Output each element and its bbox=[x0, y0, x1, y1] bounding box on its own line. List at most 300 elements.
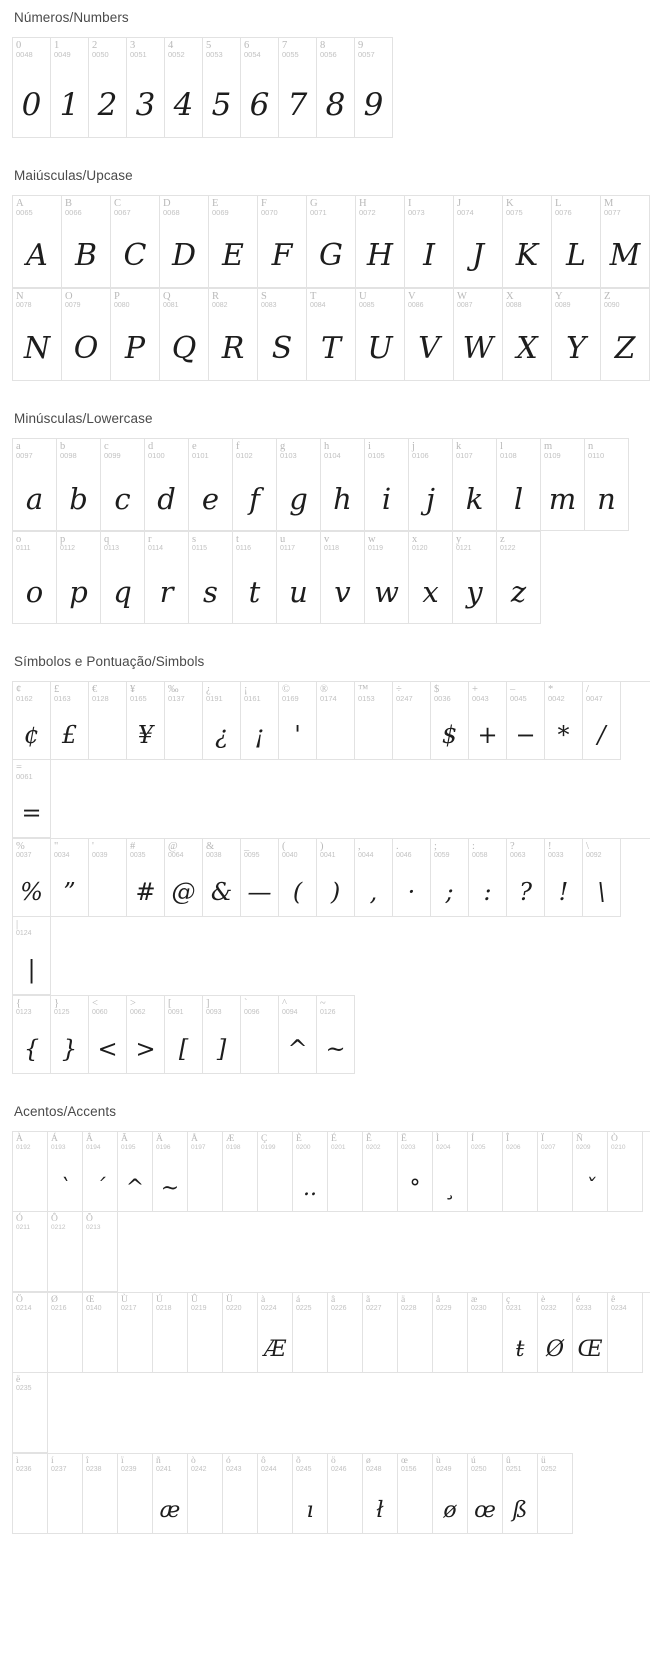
glyph-cell[interactable] bbox=[433, 1454, 468, 1534]
glyph-grid-row bbox=[12, 995, 355, 1074]
glyph-cell[interactable] bbox=[101, 532, 145, 624]
glyph-sample: U bbox=[367, 331, 393, 366]
glyph-code-label: 0079 bbox=[65, 302, 81, 309]
glyph-sample: x bbox=[422, 575, 439, 609]
glyph-char-label: d bbox=[148, 441, 154, 452]
glyph-cell[interactable] bbox=[83, 1293, 118, 1373]
glyph-char-label: Î bbox=[506, 1134, 510, 1144]
glyph-char-label: Ñ bbox=[576, 1134, 583, 1144]
glyph-cell[interactable] bbox=[153, 1132, 188, 1212]
glyph-code-label: 0102 bbox=[236, 451, 253, 460]
glyph-cell[interactable] bbox=[118, 1293, 153, 1373]
glyph-cell[interactable] bbox=[153, 1293, 188, 1373]
glyph-cell[interactable] bbox=[433, 1293, 468, 1373]
glyph-cell[interactable] bbox=[127, 682, 165, 760]
glyph-code-label: 0234 bbox=[611, 1305, 627, 1312]
glyph-sample: æ bbox=[159, 1498, 181, 1523]
glyph-code-label: 0073 bbox=[408, 208, 425, 217]
glyph-sample: d bbox=[157, 482, 176, 516]
glyph-cell[interactable] bbox=[241, 996, 279, 1074]
glyph-char-label: @ bbox=[168, 841, 178, 852]
glyph-section bbox=[12, 10, 649, 138]
glyph-sample: w bbox=[374, 575, 399, 609]
glyph-cell[interactable] bbox=[83, 1212, 118, 1292]
glyph-char-label: * bbox=[548, 684, 554, 695]
glyph-sample: A bbox=[26, 238, 48, 273]
glyph-cell[interactable] bbox=[328, 1293, 363, 1373]
glyph-char-label: 8 bbox=[320, 40, 326, 51]
glyph-cell[interactable] bbox=[118, 1132, 153, 1212]
glyph-char-label: # bbox=[130, 841, 136, 852]
glyph-cell[interactable] bbox=[317, 38, 355, 138]
glyph-cell[interactable] bbox=[409, 439, 453, 531]
glyph-sample: .. bbox=[303, 1176, 317, 1201]
glyph-cell[interactable] bbox=[241, 839, 279, 917]
glyph-code-label: 0064 bbox=[168, 852, 184, 859]
glyph-cell[interactable] bbox=[277, 439, 321, 531]
glyph-sample: o bbox=[25, 575, 44, 609]
glyph-char-label: õ bbox=[296, 1456, 301, 1466]
glyph-cell[interactable] bbox=[601, 289, 650, 381]
glyph-sample: f bbox=[249, 482, 260, 516]
glyph-cell[interactable] bbox=[203, 839, 241, 917]
glyph-cell[interactable] bbox=[89, 38, 127, 138]
glyph-cell[interactable] bbox=[454, 289, 503, 381]
glyph-grid-row bbox=[12, 37, 393, 138]
glyph-grid-row bbox=[12, 681, 650, 838]
glyph-cell[interactable] bbox=[233, 532, 277, 624]
glyph-code-label: 0055 bbox=[282, 50, 299, 59]
glyph-cell[interactable] bbox=[307, 289, 356, 381]
glyph-cell[interactable] bbox=[293, 1293, 328, 1373]
glyph-code-label: 0121 bbox=[456, 545, 472, 552]
glyph-char-label: x bbox=[412, 534, 418, 545]
glyph-cell[interactable] bbox=[89, 839, 127, 917]
glyph-cell[interactable] bbox=[365, 532, 409, 624]
glyph-char-label: Ü bbox=[226, 1295, 233, 1305]
glyph-code-label: 0085 bbox=[359, 302, 375, 309]
glyph-cell[interactable] bbox=[293, 1132, 328, 1212]
glyph-cell[interactable] bbox=[13, 760, 51, 838]
glyph-code-label: 0205 bbox=[471, 1144, 486, 1151]
glyph-char-label: [ bbox=[168, 998, 172, 1009]
glyph-cell[interactable] bbox=[13, 917, 51, 995]
glyph-cell[interactable] bbox=[241, 682, 279, 760]
glyph-sample: ! bbox=[558, 878, 569, 906]
glyph-cell[interactable] bbox=[165, 38, 203, 138]
glyph-cell[interactable] bbox=[51, 682, 89, 760]
glyph-cell[interactable] bbox=[503, 1132, 538, 1212]
glyph-char-label: Ï bbox=[541, 1134, 545, 1144]
glyph-cell[interactable] bbox=[365, 439, 409, 531]
glyph-cell[interactable] bbox=[209, 196, 258, 288]
glyph-char-label: W bbox=[457, 291, 467, 302]
glyph-char-label: T bbox=[310, 291, 317, 302]
glyph-cell[interactable] bbox=[398, 1454, 433, 1534]
glyph-sample: 0 bbox=[21, 87, 42, 123]
glyph-cell[interactable] bbox=[497, 532, 541, 624]
glyph-section bbox=[12, 411, 649, 624]
glyph-cell[interactable] bbox=[83, 1454, 118, 1534]
glyph-cell[interactable] bbox=[433, 1132, 468, 1212]
glyph-char-label: C bbox=[114, 198, 122, 209]
glyph-cell[interactable] bbox=[468, 1454, 503, 1534]
glyph-char-label: ¿ bbox=[206, 684, 211, 695]
glyph-cell[interactable] bbox=[538, 1293, 573, 1373]
glyph-cell[interactable] bbox=[51, 38, 89, 138]
glyph-cell[interactable] bbox=[13, 196, 62, 288]
glyph-code-label: 0105 bbox=[368, 451, 385, 460]
glyph-code-label: 0095 bbox=[244, 852, 260, 859]
glyph-cell[interactable] bbox=[503, 1454, 538, 1534]
glyph-cell[interactable] bbox=[355, 38, 393, 138]
glyph-char-label: ; bbox=[434, 841, 437, 852]
glyph-cell[interactable] bbox=[277, 532, 321, 624]
glyph-code-label: 0199 bbox=[261, 1144, 276, 1151]
glyph-char-label: = bbox=[16, 762, 22, 773]
glyph-code-label: 0238 bbox=[86, 1466, 102, 1473]
glyph-sample: & bbox=[210, 878, 233, 906]
glyph-sample: m bbox=[548, 482, 577, 516]
glyph-code-label: 0043 bbox=[472, 694, 489, 703]
glyph-cell[interactable] bbox=[101, 439, 145, 531]
glyph-cell[interactable] bbox=[83, 1132, 118, 1212]
glyph-code-label: 0110 bbox=[588, 451, 605, 460]
glyph-cell[interactable] bbox=[453, 532, 497, 624]
glyph-cell[interactable] bbox=[13, 1293, 48, 1373]
glyph-cell[interactable] bbox=[363, 1454, 398, 1534]
glyph-sample: ´ bbox=[94, 1176, 106, 1201]
glyph-char-label: h bbox=[324, 441, 330, 452]
glyph-sample: T bbox=[320, 331, 341, 366]
glyph-cell[interactable] bbox=[13, 1454, 48, 1534]
glyph-cell[interactable] bbox=[585, 439, 629, 531]
glyph-sample: { bbox=[23, 1035, 40, 1063]
glyph-sample: Œ bbox=[577, 1337, 603, 1362]
glyph-code-label: 0072 bbox=[359, 208, 376, 217]
glyph-cell[interactable] bbox=[258, 1454, 293, 1534]
glyph-cell[interactable] bbox=[165, 839, 203, 917]
glyph-cell[interactable] bbox=[13, 289, 62, 381]
glyph-code-label: 0046 bbox=[396, 852, 412, 859]
glyph-cell[interactable] bbox=[431, 682, 469, 760]
glyph-char-label: q bbox=[104, 534, 110, 545]
glyph-cell[interactable] bbox=[209, 289, 258, 381]
glyph-char-label: ô bbox=[261, 1456, 266, 1466]
glyph-char-label: O bbox=[65, 291, 73, 302]
glyph-sample: 9 bbox=[363, 87, 384, 123]
glyph-char-label: | bbox=[16, 919, 19, 930]
glyph-code-label: 0219 bbox=[191, 1305, 207, 1312]
glyph-sample: ' bbox=[294, 721, 301, 749]
glyph-cell[interactable] bbox=[51, 839, 89, 917]
glyph-cell[interactable] bbox=[507, 839, 545, 917]
glyph-cell[interactable] bbox=[13, 38, 51, 138]
glyph-cell[interactable] bbox=[453, 439, 497, 531]
glyph-sample: ) bbox=[330, 878, 341, 906]
glyph-cell[interactable] bbox=[127, 839, 165, 917]
glyph-char-label: s bbox=[192, 534, 197, 545]
glyph-cell[interactable] bbox=[503, 289, 552, 381]
glyph-cell[interactable] bbox=[279, 839, 317, 917]
glyph-char-label: € bbox=[92, 684, 98, 695]
glyph-char-label: ¥ bbox=[130, 684, 136, 695]
glyph-cell[interactable] bbox=[538, 1132, 573, 1212]
glyph-code-label: 0153 bbox=[358, 694, 375, 703]
glyph-cell[interactable] bbox=[62, 289, 111, 381]
glyph-cell[interactable] bbox=[538, 1454, 573, 1534]
glyph-cell[interactable] bbox=[165, 682, 203, 760]
glyph-code-label: 0194 bbox=[86, 1144, 101, 1151]
glyph-cell[interactable] bbox=[203, 996, 241, 1074]
glyph-sample: ~ bbox=[325, 1035, 346, 1063]
glyph-cell[interactable] bbox=[279, 682, 317, 760]
glyph-code-label: 0051 bbox=[130, 50, 147, 59]
glyph-cell[interactable] bbox=[307, 196, 356, 288]
glyph-char-label: œ bbox=[401, 1456, 408, 1466]
glyph-code-label: 0056 bbox=[320, 50, 337, 59]
glyph-cell[interactable] bbox=[111, 196, 160, 288]
glyph-cell[interactable] bbox=[469, 839, 507, 917]
glyph-cell[interactable] bbox=[573, 1132, 608, 1212]
glyph-cell[interactable] bbox=[328, 1132, 363, 1212]
glyph-char-label: 2 bbox=[92, 40, 98, 51]
glyph-cell[interactable] bbox=[13, 1132, 48, 1212]
glyph-sample: s bbox=[203, 575, 218, 609]
glyph-cell[interactable] bbox=[160, 289, 209, 381]
glyph-cell[interactable] bbox=[469, 682, 507, 760]
glyph-cell[interactable] bbox=[111, 289, 160, 381]
glyph-char-label: 0 bbox=[16, 40, 22, 51]
glyph-code-label: 0231 bbox=[506, 1305, 522, 1312]
glyph-sample: Ø bbox=[545, 1337, 565, 1362]
glyph-cell[interactable] bbox=[223, 1454, 258, 1534]
glyph-sample: % bbox=[20, 878, 43, 906]
glyph-sample: X bbox=[516, 331, 538, 366]
glyph-sample: — bbox=[247, 878, 272, 906]
glyph-cell[interactable] bbox=[503, 196, 552, 288]
glyph-cell[interactable] bbox=[552, 196, 601, 288]
glyph-cell[interactable] bbox=[89, 996, 127, 1074]
glyph-cell[interactable] bbox=[57, 439, 101, 531]
glyph-cell[interactable] bbox=[405, 289, 454, 381]
glyph-cell[interactable] bbox=[89, 682, 127, 760]
glyph-cell[interactable] bbox=[398, 1132, 433, 1212]
glyph-char-label: { bbox=[16, 998, 22, 1009]
glyph-code-label: 0202 bbox=[366, 1144, 381, 1151]
glyph-cell[interactable] bbox=[608, 1293, 643, 1373]
glyph-cell[interactable] bbox=[363, 1293, 398, 1373]
glyph-sample: z bbox=[510, 575, 527, 609]
glyph-code-label: 0156 bbox=[401, 1466, 417, 1473]
glyph-cell[interactable] bbox=[13, 839, 51, 917]
glyph-section bbox=[12, 1104, 649, 1534]
glyph-cell[interactable] bbox=[293, 1454, 328, 1534]
glyph-code-label: 0232 bbox=[541, 1305, 557, 1312]
glyph-cell[interactable] bbox=[127, 38, 165, 138]
glyph-char-label: ö bbox=[331, 1456, 336, 1466]
glyph-code-label: 0082 bbox=[212, 302, 228, 309]
glyph-cell[interactable] bbox=[145, 532, 189, 624]
glyph-sample: r bbox=[159, 575, 174, 609]
glyph-char-label: ` bbox=[244, 998, 248, 1009]
glyph-sample: D bbox=[171, 238, 197, 273]
glyph-sample: Æ bbox=[263, 1337, 287, 1362]
glyph-char-label: u bbox=[280, 534, 286, 545]
glyph-cell[interactable] bbox=[355, 839, 393, 917]
glyph-cell[interactable] bbox=[393, 682, 431, 760]
glyph-char-label: ä bbox=[401, 1295, 406, 1305]
glyph-cell[interactable] bbox=[279, 38, 317, 138]
glyph-char-label: K bbox=[506, 198, 514, 209]
glyph-char-label: Í bbox=[471, 1134, 475, 1144]
glyph-cell[interactable] bbox=[13, 532, 57, 624]
glyph-cell[interactable] bbox=[405, 196, 454, 288]
glyph-cell[interactable] bbox=[233, 439, 277, 531]
glyph-cell[interactable] bbox=[258, 289, 307, 381]
glyph-code-label: 0087 bbox=[457, 302, 473, 309]
glyph-cell[interactable] bbox=[398, 1293, 433, 1373]
glyph-cell[interactable] bbox=[127, 996, 165, 1074]
glyph-cell[interactable] bbox=[552, 289, 601, 381]
glyph-cell[interactable] bbox=[317, 839, 355, 917]
glyph-code-label: 0090 bbox=[604, 302, 620, 309]
glyph-cell[interactable] bbox=[258, 196, 307, 288]
glyph-sample: · bbox=[407, 878, 416, 906]
glyph-cell[interactable] bbox=[583, 839, 621, 917]
glyph-sample: ¡ bbox=[254, 721, 265, 749]
glyph-cell[interactable] bbox=[223, 1132, 258, 1212]
glyph-char-label: 5 bbox=[206, 40, 212, 51]
glyph-code-label: 0097 bbox=[16, 451, 33, 460]
glyph-char-label: ñ bbox=[156, 1456, 161, 1466]
glyph-cell[interactable] bbox=[188, 1293, 223, 1373]
glyph-cell[interactable] bbox=[328, 1454, 363, 1534]
glyph-cell[interactable] bbox=[497, 439, 541, 531]
glyph-cell[interactable] bbox=[601, 196, 650, 288]
glyph-cell[interactable] bbox=[160, 196, 209, 288]
glyph-cell[interactable] bbox=[48, 1132, 83, 1212]
glyph-code-label: 0077 bbox=[604, 208, 621, 217]
glyph-char-label: c bbox=[104, 441, 109, 452]
glyph-char-label: J bbox=[457, 198, 462, 209]
glyph-cell[interactable] bbox=[356, 196, 405, 288]
glyph-char-label: g bbox=[280, 441, 286, 452]
glyph-cell[interactable] bbox=[356, 289, 405, 381]
glyph-sample: ] bbox=[216, 1035, 227, 1063]
glyph-sample: v bbox=[334, 575, 351, 609]
glyph-cell[interactable] bbox=[13, 439, 57, 531]
glyph-cell[interactable] bbox=[223, 1293, 258, 1373]
glyph-cell[interactable] bbox=[13, 1212, 48, 1292]
glyph-cell[interactable] bbox=[188, 1454, 223, 1534]
glyph-cell[interactable] bbox=[409, 532, 453, 624]
glyph-sample: 8 bbox=[325, 87, 346, 123]
glyph-cell[interactable] bbox=[203, 38, 241, 138]
glyph-char-label: n bbox=[588, 441, 594, 452]
glyph-cell[interactable] bbox=[545, 682, 583, 760]
glyph-cell[interactable] bbox=[363, 1132, 398, 1212]
glyph-code-label: 0196 bbox=[156, 1144, 171, 1151]
glyph-code-label: 0242 bbox=[191, 1466, 207, 1473]
glyph-cell[interactable] bbox=[13, 996, 51, 1074]
glyph-sample: W bbox=[462, 331, 494, 366]
glyph-cell[interactable] bbox=[51, 996, 89, 1074]
glyph-cell[interactable] bbox=[279, 996, 317, 1074]
glyph-cell[interactable] bbox=[48, 1454, 83, 1534]
glyph-code-label: 0118 bbox=[324, 545, 340, 552]
glyph-code-label: 0057 bbox=[358, 50, 375, 59]
glyph-cell[interactable] bbox=[241, 38, 279, 138]
glyph-cell[interactable] bbox=[583, 682, 621, 760]
glyph-cell[interactable] bbox=[431, 839, 469, 917]
glyph-code-label: 0119 bbox=[368, 545, 384, 552]
glyph-cell[interactable] bbox=[545, 839, 583, 917]
glyph-char-label: È bbox=[296, 1134, 302, 1144]
glyph-cell[interactable] bbox=[118, 1454, 153, 1534]
glyph-cell[interactable] bbox=[503, 1293, 538, 1373]
glyph-char-label: Ò bbox=[611, 1134, 618, 1144]
glyph-cell[interactable] bbox=[189, 532, 233, 624]
glyph-cell[interactable] bbox=[454, 196, 503, 288]
glyph-cell[interactable] bbox=[203, 682, 241, 760]
glyph-cell[interactable] bbox=[468, 1293, 503, 1373]
glyph-cell[interactable] bbox=[355, 682, 393, 760]
glyph-cell[interactable] bbox=[258, 1293, 293, 1373]
glyph-char-label: ú bbox=[471, 1456, 476, 1466]
glyph-cell[interactable] bbox=[317, 682, 355, 760]
glyph-cell[interactable] bbox=[608, 1132, 643, 1212]
glyph-code-label: 0113 bbox=[104, 545, 120, 552]
glyph-cell[interactable] bbox=[145, 439, 189, 531]
glyph-code-label: 0060 bbox=[92, 1009, 108, 1016]
glyph-cell[interactable] bbox=[153, 1454, 188, 1534]
glyph-code-label: 0197 bbox=[191, 1144, 206, 1151]
glyph-char-label: \ bbox=[586, 841, 589, 852]
glyph-cell[interactable] bbox=[573, 1293, 608, 1373]
glyph-cell[interactable] bbox=[321, 439, 365, 531]
glyph-cell[interactable] bbox=[393, 839, 431, 917]
glyph-cell[interactable] bbox=[57, 532, 101, 624]
glyph-char-label: ï bbox=[121, 1456, 124, 1466]
glyph-sample: ¢ bbox=[23, 721, 40, 749]
glyph-sample: a bbox=[25, 482, 44, 516]
glyph-cell[interactable] bbox=[48, 1212, 83, 1292]
glyph-cell[interactable] bbox=[13, 682, 51, 760]
glyph-code-label: 0076 bbox=[555, 208, 572, 217]
glyph-sample: G bbox=[319, 238, 343, 273]
glyph-cell[interactable] bbox=[321, 532, 365, 624]
glyph-sample: ¥ bbox=[137, 721, 154, 749]
glyph-code-label: 0207 bbox=[541, 1144, 556, 1151]
glyph-cell[interactable] bbox=[317, 996, 355, 1074]
glyph-sample: V bbox=[418, 331, 440, 366]
glyph-char-label: + bbox=[472, 684, 478, 695]
glyph-cell[interactable] bbox=[62, 196, 111, 288]
glyph-char-label: o bbox=[16, 534, 22, 545]
glyph-cell[interactable] bbox=[13, 1373, 48, 1453]
glyph-cell[interactable] bbox=[468, 1132, 503, 1212]
glyph-cell[interactable] bbox=[48, 1293, 83, 1373]
glyph-cell[interactable] bbox=[165, 996, 203, 1074]
glyph-cell[interactable] bbox=[188, 1132, 223, 1212]
glyph-cell[interactable] bbox=[507, 682, 545, 760]
glyph-cell[interactable] bbox=[541, 439, 585, 531]
glyph-cell[interactable] bbox=[258, 1132, 293, 1212]
glyph-cell[interactable] bbox=[189, 439, 233, 531]
glyph-code-label: 0092 bbox=[586, 852, 602, 859]
glyph-grid-row bbox=[12, 1453, 573, 1534]
